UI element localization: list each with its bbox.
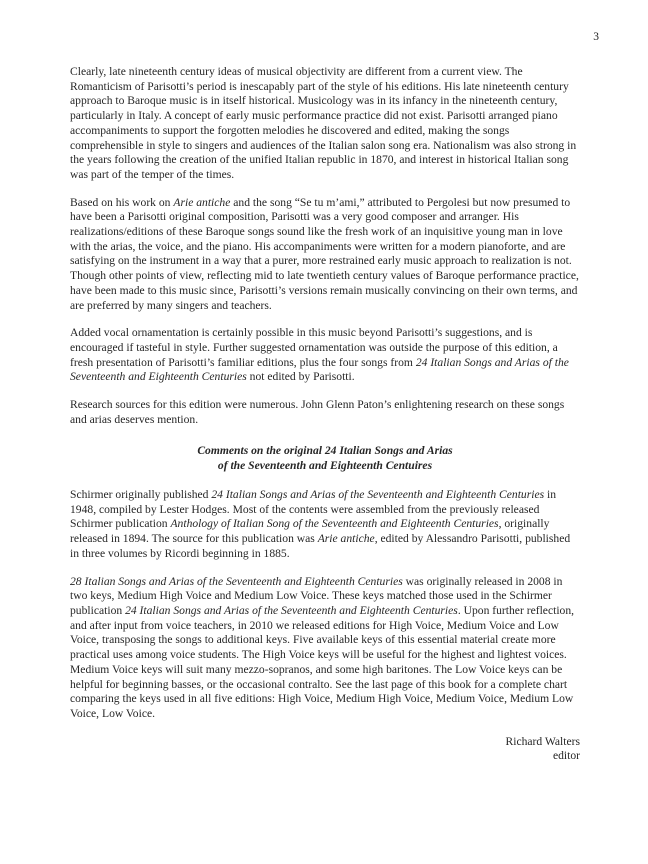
signature-name: Richard Walters: [505, 734, 580, 748]
paragraph-editions-keys: 28 Italian Songs and Arias of the Seventeenth and Eighteenth Centuries was originally released in 2008 in two keys, Medium High Voice and Medium Low Voice. These keys matched those used in the Schirmer publication 24 Italian Songs and Arias of the Seventeenth and Eighteenth Centuries. Upon further reflection, and after input from voice teachers, in 2010 we released editions for High Voice, Medium Voice and Low Voice, transposing the songs to additional keys. Five available keys of this essential material create more practical uses among voice students. The High Voice keys will be useful for the highest and lightest voices. Medium Voice keys will suit many mezzo-sopranos, and some high baritones. The Low Voice keys can be helpful for beginning basses, or the occasional contralto. See the last page of this book for a complete chart comparing the keys used in all five editions: High Voice, Medium High Voice, Medium Voice, Medium Low Voice, Low Voice.: [70, 574, 575, 720]
section-heading: [70, 444, 580, 474]
signature-block: [70, 735, 580, 763]
paragraph-schirmer-history: Schirmer originally published 24 Italian Songs and Arias of the Seventeenth and Eighteenth Centuries in 1948, compiled by Lester Hodges. Most of the contents were assembled from the previously released Schirmer publication Anthology of Italian Song of the Seventeenth and Eighteenth Centuries, originally released in 1894. The source for this publication was Arie antiche, edited by Alessandro Parisotti, published in three volumes by Ricordi beginning in 1885.: [70, 488, 571, 560]
section-heading-line2: of the Seventeenth and Eighteenth Centuires: [217, 459, 433, 473]
section-heading-line1: Comments on the original 24 Italian Songs and Arias: [197, 444, 453, 458]
paragraph-intro-objectivity: Clearly, late nineteenth century ideas of musical objectivity are different from a current view. The Romanticism of Parisotti’s period is inescapably part of the style of his editions. His late nineteenth century approach to Baroque music is in itself historical. Musicology was in its infancy in the nineteenth century, particularly in Italy. A concept of early music performance practice did not exist. Parisotti arranged piano accompaniments to support the forgotten melodies he discovered and edited, making the songs comprehensible in style to singers and audiences of the Italian salon song era. Nationalism was also strong in the years following the creation of the unified Italian republic in 1870, and interest in historical Italian song was part of the temper of the times.: [70, 65, 577, 181]
paragraph-arie-antiche: Based on his work on Arie antiche and the song “Se tu m’ami,” attributed to Pergolesi but now presumed to have been a Parisotti original composition, Parisotti was a very good composer and arranger. His realizations/editions of these Baroque songs sound like the fresh work of an inquisitive young man in love with the arias, the voice, and the piano. His accompaniments were written for a modern pianoforte, and are satisfying on the instrument in a way that a purer, more restrained early music approach to realization is not. Though other points of view, reflecting mid to late twentieth century values of Baroque performance practice, have been made to this music since, Parisotti’s versions remain musically convincing on their own terms, and are preferred by many singers and teachers.: [70, 195, 579, 312]
page-content: [70, 65, 580, 763]
paragraph-research-sources: Research sources for this edition were numerous. John Glenn Paton’s enlightening research on these songs and arias deserves mention.: [70, 398, 565, 426]
paragraph-ornamentation: Added vocal ornamentation is certainly possible in this music beyond Parisotti’s suggestions, and is encouraged if tasteful in style. Further suggested ornamentation was outside the purpose of this edition, a fresh presentation of Parisotti’s familiar editions, plus the four songs from 24 Italian Songs and Arias of the Seventeenth and Eighteenth Centuries not edited by Parisotti.: [70, 326, 569, 384]
page-number: 3: [593, 31, 599, 43]
signature-role: editor: [552, 748, 580, 762]
